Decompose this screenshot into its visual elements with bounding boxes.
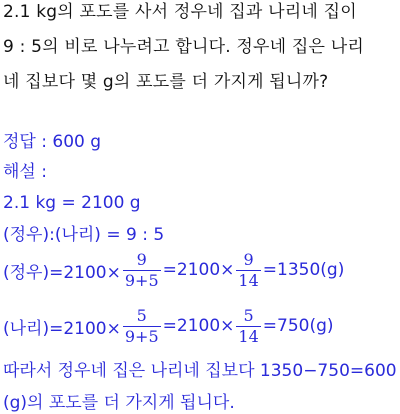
- fraction-denominator: 9+5: [124, 270, 159, 290]
- fraction-numerator: 5: [136, 305, 147, 325]
- fraction-numerator: 5: [243, 305, 254, 325]
- nari-fraction-2: [236, 307, 260, 346]
- nari-prefix: (나리)=2100×: [3, 318, 121, 339]
- explanation-step-jeongwoo: [3, 250, 344, 290]
- nari-result: =750(g): [262, 316, 334, 336]
- fraction-denominator: 14: [238, 326, 259, 346]
- explanation-label: 해설 :: [3, 162, 47, 182]
- jeongwoo-prefix: (정우)=2100×: [3, 262, 121, 283]
- explanation-step-ratio: (정우):(나리) = 9 : 5: [3, 225, 165, 245]
- fraction-denominator: 9+5: [124, 326, 159, 346]
- question-line-3: 네 집보다 몇 g의 포도를 더 가지게 됩니까?: [3, 72, 329, 92]
- nari-fraction-1: [123, 307, 161, 346]
- jeongwoo-fraction-1: [123, 251, 161, 290]
- fraction-numerator: 9: [243, 249, 254, 269]
- question-line-1: 2.1 kg의 포도를 사서 정우네 집과 나리네 집이: [3, 2, 357, 22]
- fraction-denominator: 14: [238, 270, 259, 290]
- jeongwoo-result: =1350(g): [262, 260, 345, 280]
- jeongwoo-mid: =2100×: [162, 260, 235, 280]
- explanation-step-unit-conversion: 2.1 kg = 2100 g: [3, 193, 141, 213]
- nari-mid: =2100×: [162, 316, 235, 336]
- fraction-numerator: 9: [136, 249, 147, 269]
- explanation-step-nari: [3, 306, 334, 346]
- conclusion-line-2: (g)의 포도를 더 가지게 됩니다.: [3, 393, 235, 413]
- question-line-2: 9 : 5의 비로 나누려고 합니다. 정우네 집은 나리: [3, 37, 364, 57]
- jeongwoo-fraction-2: [236, 251, 260, 290]
- answer-label: 정답 : 600 g: [3, 132, 102, 152]
- conclusion-line-1: 따라서 정우네 집은 나리네 집보다 1350−750=600: [3, 361, 397, 381]
